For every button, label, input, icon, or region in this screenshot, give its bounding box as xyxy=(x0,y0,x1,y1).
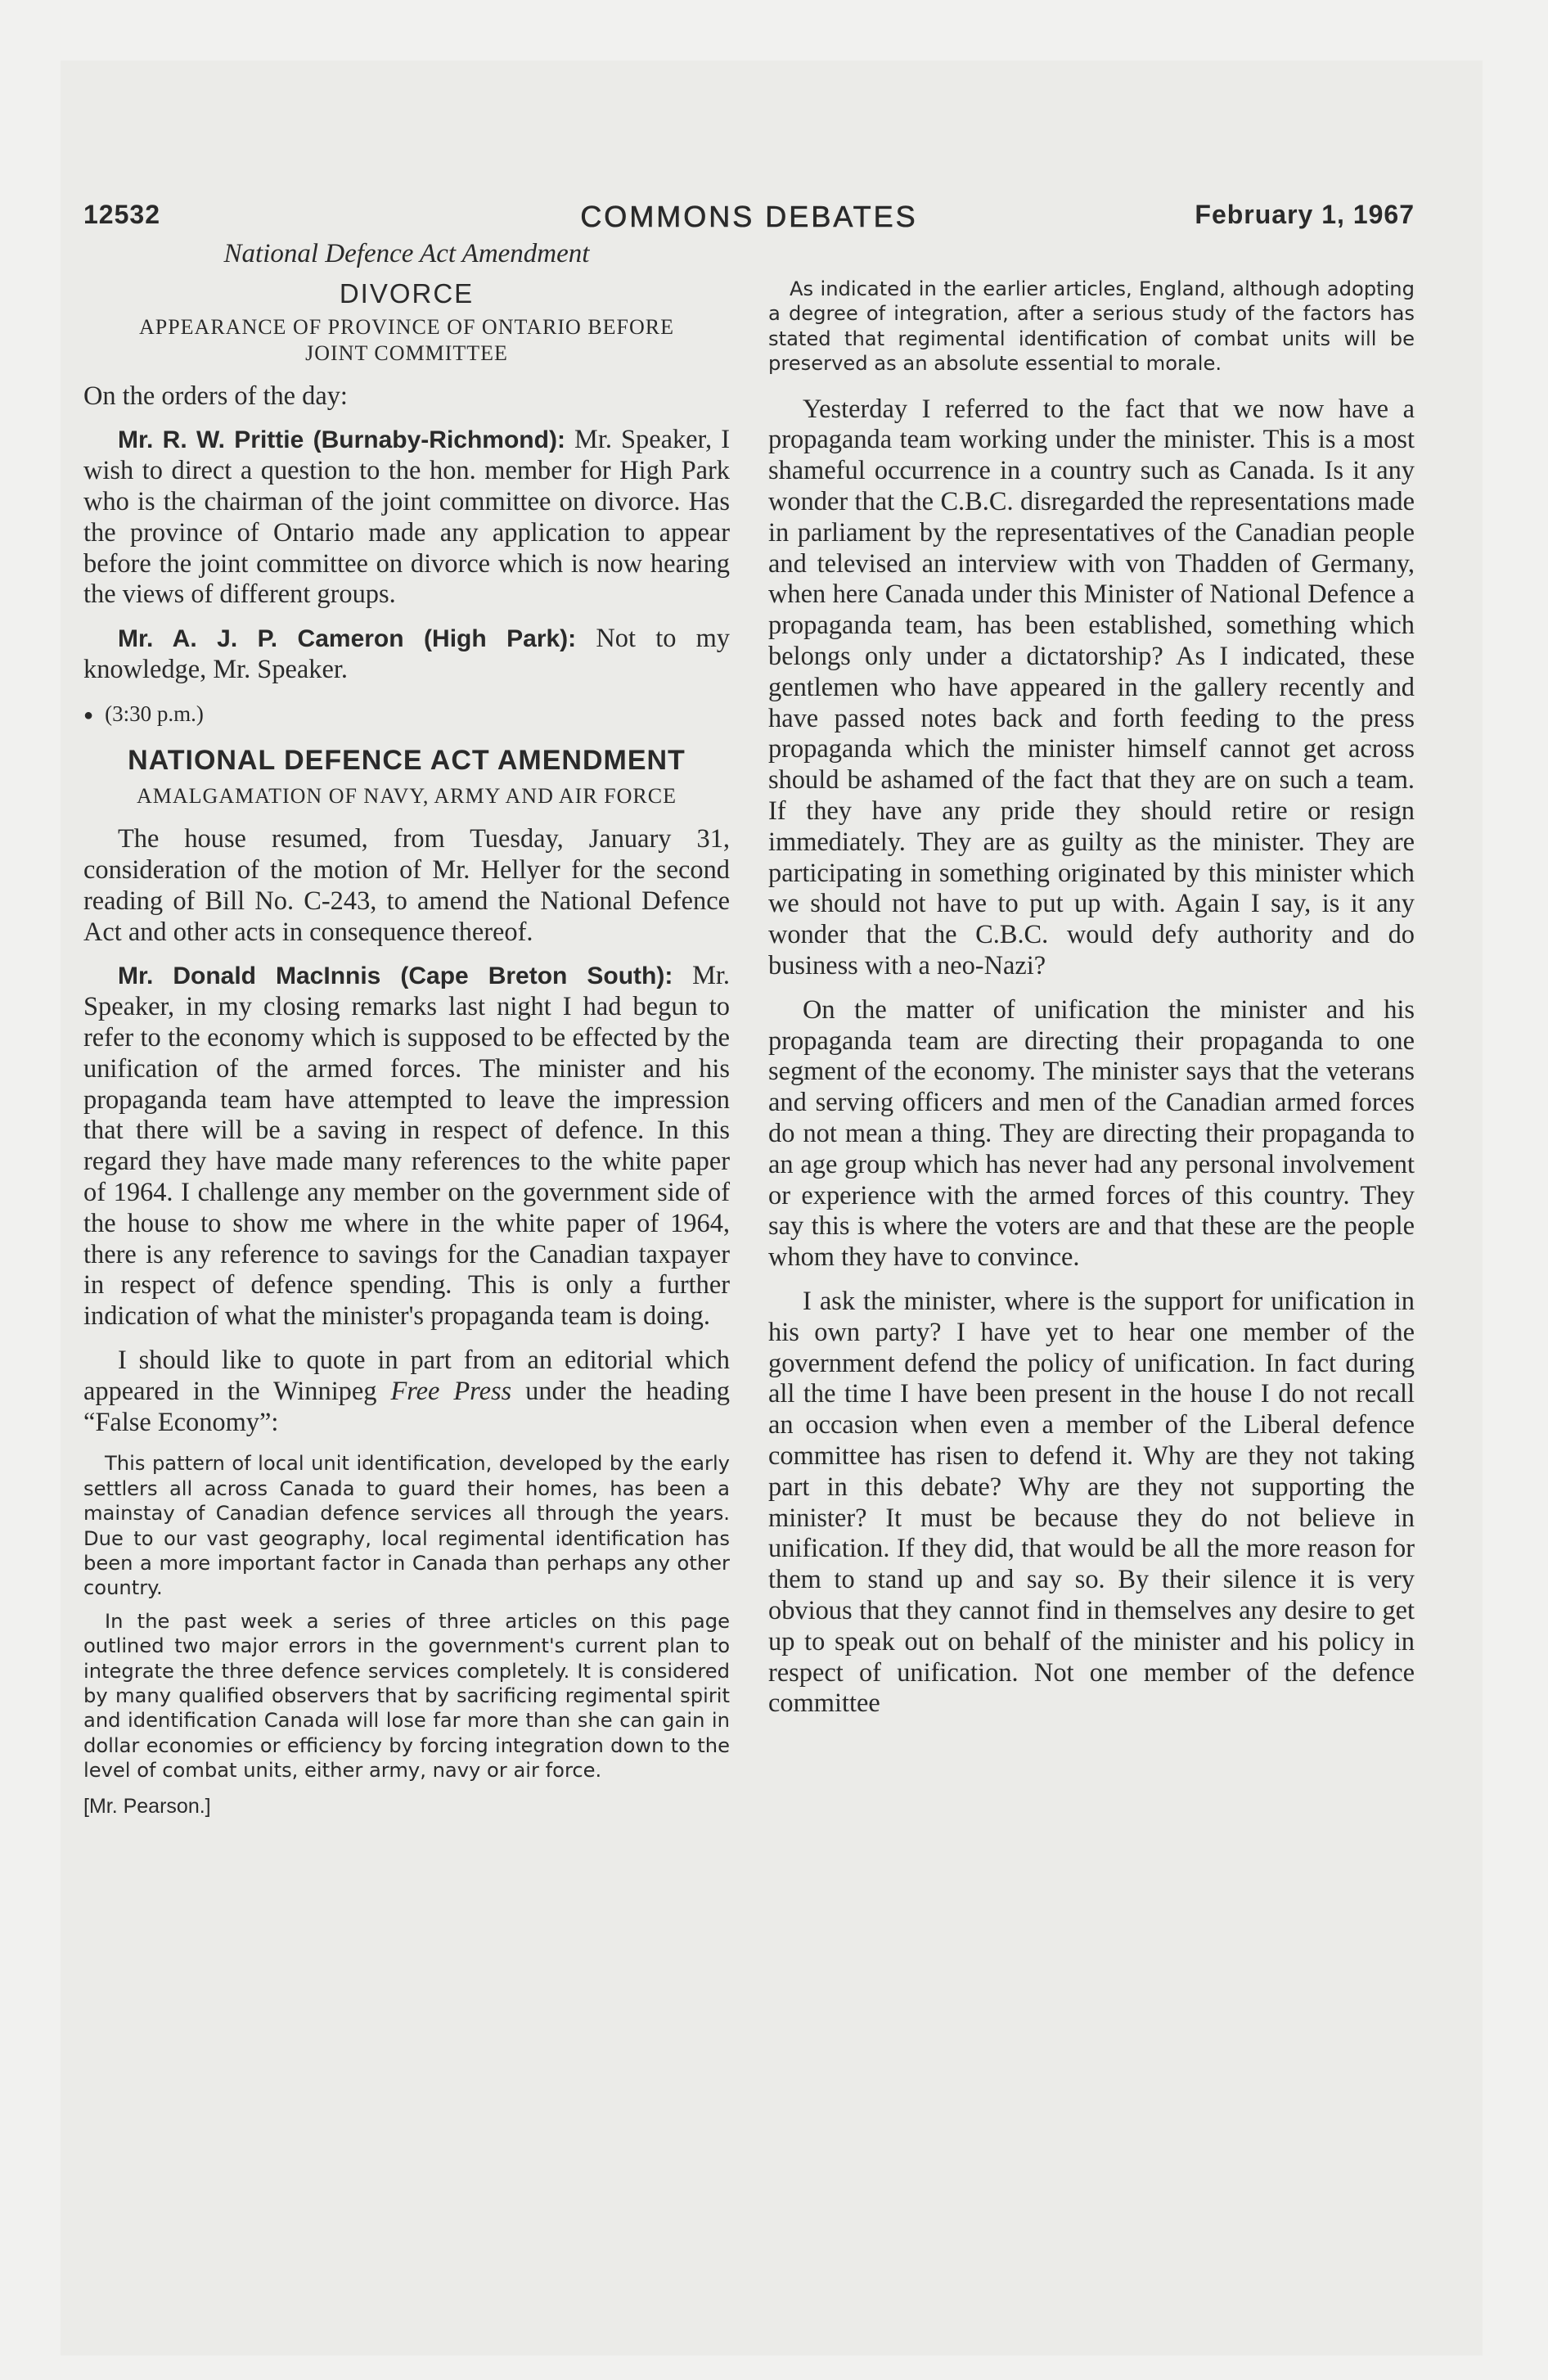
quotation-2: In the past week a series of three articles on this page outlined two major errors in the government's current plan to integrate the three defence services completely. It is considered by many qualified observers that by sacrificing regimental spirit and identification Canada will lose far more than she can gain in dollar economies or efficiency by forcing integration down to the level of combat units, either army, navy or air force. xyxy=(83,1609,730,1783)
right-column xyxy=(768,239,1415,1733)
paragraph-2: On the matter of unification the minister and his propaganda team are directing their propaganda to one segment of the economy. The minister says that the veterans and serving officers and men of the Canadian armed forces do not mean a thing. They are directing their propaganda to an age group which has never had any personal involvement or experience with the armed forces of this country. They say this is where the voters are and that these are the people whom they have to convince. xyxy=(768,994,1415,1273)
cameron-paragraph xyxy=(83,624,730,686)
paragraph-1: Yesterday I referred to the fact that we now have a propaganda team working under the minister. This is a most shameful occurrence in a country such as Canada. Is it any wonder that the C.B.C. disregarded the representations made in parliament by the representatives of the Canadian people and televised an interview with von Thadden of Germany, when here Canada under this Minister of National Defence a propaganda team, has been established, something which belongs only under a dictatorship? As I indicated, these gentlemen who have appeared in the gallery recently and have passed notes back and forth feeding to the press propaganda which the minister himself cannot get across should be ashamed of the fact that they are on such a team. If they have any pride they should retire or resign immediately. They are as guilty as the minister. They are participating in something originated by this minister which we should not have to put up with. Again I say, is it any wonder that the C.B.C. would defy authority and do business with a neo-Nazi? xyxy=(768,394,1415,980)
speech-text: Mr. Speaker, in my closing remarks last night I had begun to refer to the economy which is supposed to be effected by the unification of the armed forces. The minister and his propaganda team have attempted to leave the impression that there will be a saving in respect of defence. In this regard they have made many references to the white paper of 1964. I challenge any member on the government side of the house to show me where in the white paper of 1964, there is any reference to savings for the Canadian taxpayer in respect of defence spending. This is only a further indication of what the minister's propaganda team is doing. xyxy=(83,961,731,1332)
orders-line: On the orders of the day: xyxy=(83,381,348,411)
newspaper-name: Free Press xyxy=(390,1376,512,1406)
nda-subheading: AMALGAMATION OF NAVY, ARMY AND AIR FORCE xyxy=(136,784,677,809)
issue-date: February 1, 1967 xyxy=(1195,200,1415,229)
speaker-name: Mr. Donald MacInnis (Cape Breton South): xyxy=(118,962,673,990)
left-column xyxy=(83,239,730,1835)
divorce-heading: DIVORCE xyxy=(339,277,475,309)
prittie-paragraph xyxy=(83,425,730,611)
running-head: National Defence Act Amendment xyxy=(223,239,590,268)
time-marker xyxy=(83,699,730,732)
nda-heading: NATIONAL DEFENCE ACT AMENDMENT xyxy=(128,745,686,777)
quote-intro: I should like to quote in part from an editorial which appeared in the Winnipeg Free Press under the heading “False Economy”: xyxy=(83,1346,730,1437)
publication-title: COMMONS DEBATES xyxy=(580,200,918,233)
resumed-paragraph: The house resumed, from Tuesday, January 31, consideration of the motion of Mr. Hellyer for the second reading of Bill No. C-243, to amend the National Defence Act and other acts in consequence thereof. xyxy=(83,824,730,947)
time-text: (3:30 p.m.) xyxy=(105,701,204,726)
speaker-name: Mr. A. J. P. Cameron (High Park): xyxy=(118,625,577,653)
paragraph-3: I ask the minister, where is the support for unification in his own party? I have yet to hear one member of the government defend the policy of unification. In fact during all the time I have been present in the house I do not recall an occasion when even a member of the Liberal defence committee has risen to defend it. Why are they not taking part in this debate? Why are they not supporting the minister? It must be because they do not believe in unification. If they did, that would be all the more reason for them to stand up and say so. By their silence it is very obvious that they cannot find in themselves any desire to get up to speak out on behalf of the minister and his policy in respect of unification. Not one member of the defence committee xyxy=(768,1286,1415,1719)
macinnis-paragraph xyxy=(83,961,730,1332)
page-header xyxy=(83,200,1415,236)
speech-text: Mr. Speaker, I wish to direct a question to the hon. member for High Park who is the chairman of the joint committee on divorce. Has the province of Ontario made any application to appear before the joint committee on divorce which is now hearing the views of different groups. xyxy=(83,425,730,610)
speech-text: Not to my knowledge, Mr. Speaker. xyxy=(83,624,730,684)
divorce-subheading: APPEARANCE OF PROVINCE OF ONTARIO BEFORE JOINT COMMITTEE xyxy=(138,314,675,365)
speaker-name: Mr. R. W. Prittie (Burnaby-Richmond): xyxy=(118,426,565,454)
bullet-icon: ● xyxy=(83,705,94,724)
quotation-1: This pattern of local unit identification, developed by the early settlers all across Canada to guard their homes, has been a mainstay of Canadian defence services all through the years. Due to our vast geography, local regimental identification has been a more important factor in Canada than perhaps any other country. xyxy=(83,1452,730,1600)
page-number: 12532 xyxy=(83,200,160,229)
quotation-3: As indicated in the earlier articles, England, although adopting a degree of integration, after a serious study of the factors has stated that regimental identification of combat units will be preserved as an absolute essential to morale. xyxy=(768,277,1415,376)
attribution: [Mr. Pearson.] xyxy=(83,1794,211,1818)
